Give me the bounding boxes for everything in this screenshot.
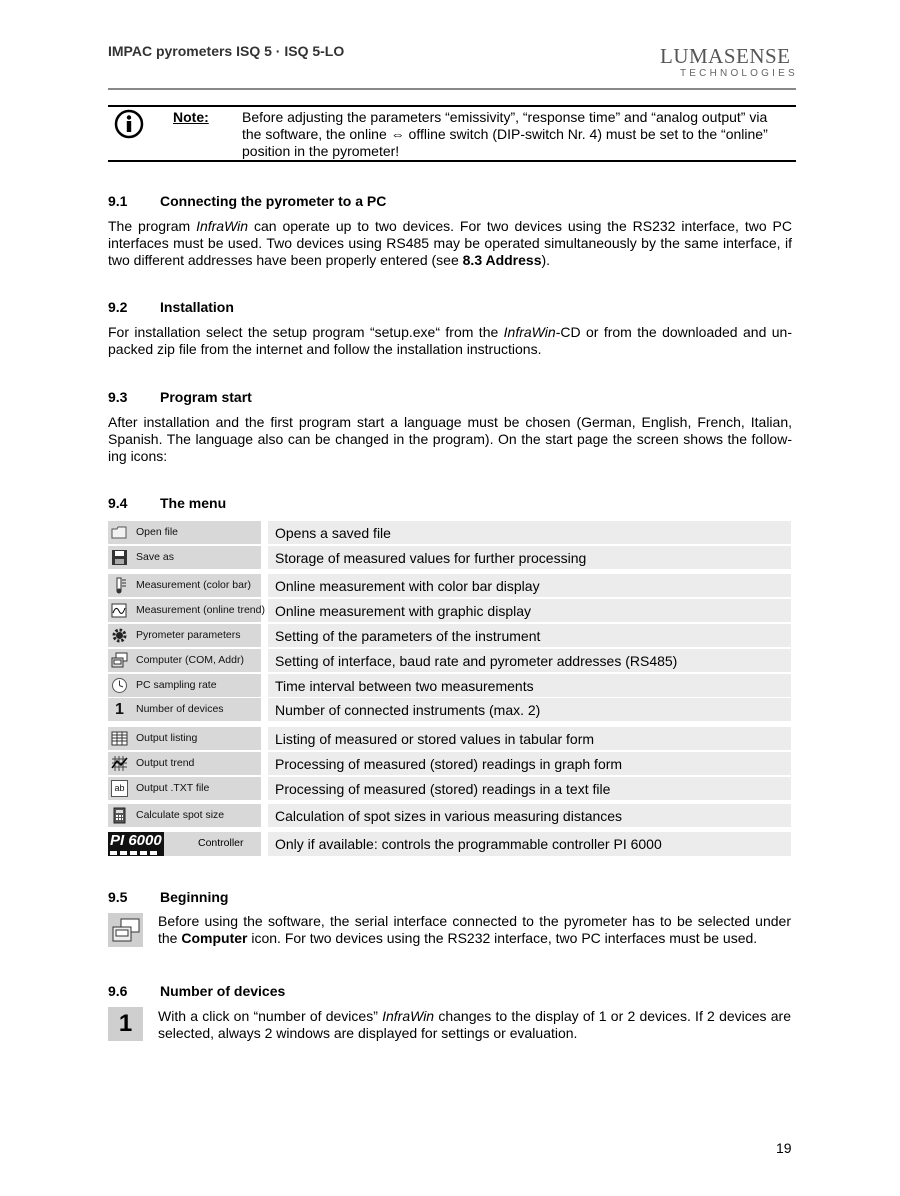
menu-item-measurement-color-bar[interactable]: Measurement (color bar) — [108, 574, 261, 597]
menu-description: Setting of the parameters of the instrument — [268, 624, 791, 647]
section-title: Program start — [160, 389, 252, 405]
menu-description: Number of connected instruments (max. 2) — [268, 698, 791, 721]
controller-label: Controller — [198, 837, 244, 849]
section-number: 9.3 — [108, 389, 128, 405]
section-paragraph: Before using the software, the serial interface connected to the pyrometer has to be selected under the Computer icon. For two devices using the RS232 interface, two PC interfaces must be used. — [158, 913, 791, 946]
menu-description: Time interval between two measurements — [268, 674, 791, 697]
floppy-disk-icon — [111, 549, 128, 566]
note-text: Before adjusting the parameters “emissivity”, “response time” and “analog output” via the software, the online ⇔ offline switch (DIP-switch Nr. 4) must be set to the “online” position in the pyrometer! — [242, 109, 768, 159]
number-one-icon: 1 — [108, 1007, 143, 1041]
logo-wordmark: LUMASENSE — [660, 44, 791, 68]
menu-item-output-listing[interactable]: Output listing — [108, 727, 261, 750]
header-divider — [108, 88, 796, 90]
menu-item-computer[interactable]: Computer (COM, Addr) — [108, 649, 261, 672]
section-number: 9.1 — [108, 193, 128, 209]
menu-item-controller[interactable] — [108, 832, 261, 856]
logo-tagline: TECHNOLOGIES — [680, 68, 798, 79]
section-paragraph: The program InfraWin can operate up to two devices. For two devices using the RS232 interface, two PC interfaces must be used. Two devices using RS485 may be operated simultaneously by the same interface, if two different addresses have been properly entered (see 8.3 Address). — [108, 218, 792, 268]
menu-item-number-of-devices[interactable]: 1 Number of devices — [108, 698, 261, 721]
section-title: Beginning — [160, 889, 229, 905]
text-file-icon: ab — [111, 780, 128, 797]
menu-description: Listing of measured or stored values in tabular form — [268, 727, 791, 750]
menu-item-save-as[interactable]: Save as — [108, 546, 261, 569]
section-title: Installation — [160, 299, 234, 315]
info-icon — [114, 109, 144, 139]
note-box — [108, 105, 796, 162]
section-number: 9.2 — [108, 299, 128, 315]
section-number: 9.4 — [108, 495, 128, 511]
menu-description: Online measurement with color bar display — [268, 574, 791, 597]
menu-description: Only if available: controls the programmable controller PI 6000 — [268, 832, 791, 856]
menu-item-pc-sampling-rate[interactable]: PC sampling rate — [108, 674, 261, 697]
gear-icon — [111, 627, 128, 644]
menu-description: Opens a saved file — [268, 521, 791, 544]
number-one-icon: 1 — [115, 701, 124, 718]
menu-description: Calculation of spot sizes in various measuring distances — [268, 804, 791, 827]
menu-item-measurement-online-trend[interactable]: Measurement (online trend) — [108, 599, 261, 622]
section-title: Number of devices — [160, 983, 286, 999]
computer-icon — [108, 913, 143, 947]
section-paragraph: For installation select the setup program “setup.exe“ from the InfraWin-CD or from the downloaded and un-packed zip file from the internet and follow the installation instructions. — [108, 324, 792, 357]
menu-item-pyrometer-parameters[interactable]: Pyrometer parameters — [108, 624, 261, 647]
calculator-icon — [111, 807, 128, 824]
menu-item-output-txt-file[interactable]: ab Output .TXT file — [108, 777, 261, 800]
section-title: The menu — [160, 495, 227, 511]
menu-item-output-trend[interactable]: Output trend — [108, 752, 261, 775]
section-number: 9.5 — [108, 889, 128, 905]
menu-description: Processing of measured (stored) readings in a text file — [268, 777, 791, 800]
note-label: Note: — [173, 109, 209, 125]
page-number: 19 — [776, 1140, 792, 1156]
computer-icon — [111, 652, 128, 669]
section-title: Connecting the pyrometer to a PC — [160, 193, 387, 209]
menu-description: Setting of interface, baud rate and pyrometer addresses (RS485) — [268, 649, 791, 672]
document-header-title: IMPAC pyrometers ISQ 5 · ISQ 5-LO — [108, 43, 345, 59]
section-number: 9.6 — [108, 983, 128, 999]
menu-item-open-file[interactable]: Open file — [108, 521, 261, 544]
menu-item-calculate-spot-size[interactable]: Calculate spot size — [108, 804, 261, 827]
section-paragraph: With a click on “number of devices” InfraWin changes to the display of 1 or 2 devices. If 2 devices are selected, always 2 windows are displayed for settings or evaluation. — [158, 1008, 791, 1041]
trend-curve-icon — [111, 602, 128, 619]
menu-description: Storage of measured values for further processing — [268, 546, 791, 569]
clock-icon — [111, 677, 128, 694]
lumasense-logo — [660, 44, 796, 82]
folder-icon — [111, 524, 128, 541]
pi-6000-badge: PI 6000 — [108, 832, 164, 856]
thermometer-bar-icon — [111, 577, 128, 594]
menu-description: Processing of measured (stored) readings in graph form — [268, 752, 791, 775]
section-paragraph: After installation and the first program start a language must be chosen (German, English, French, Italian, Spanish. The language also can be changed in the program). On the start page the screen shows the follow-ing icons: — [108, 414, 792, 464]
table-grid-icon — [111, 730, 128, 747]
badge-dots — [110, 851, 160, 855]
menu-description: Online measurement with graphic display — [268, 599, 791, 622]
graph-grid-icon — [111, 755, 128, 772]
